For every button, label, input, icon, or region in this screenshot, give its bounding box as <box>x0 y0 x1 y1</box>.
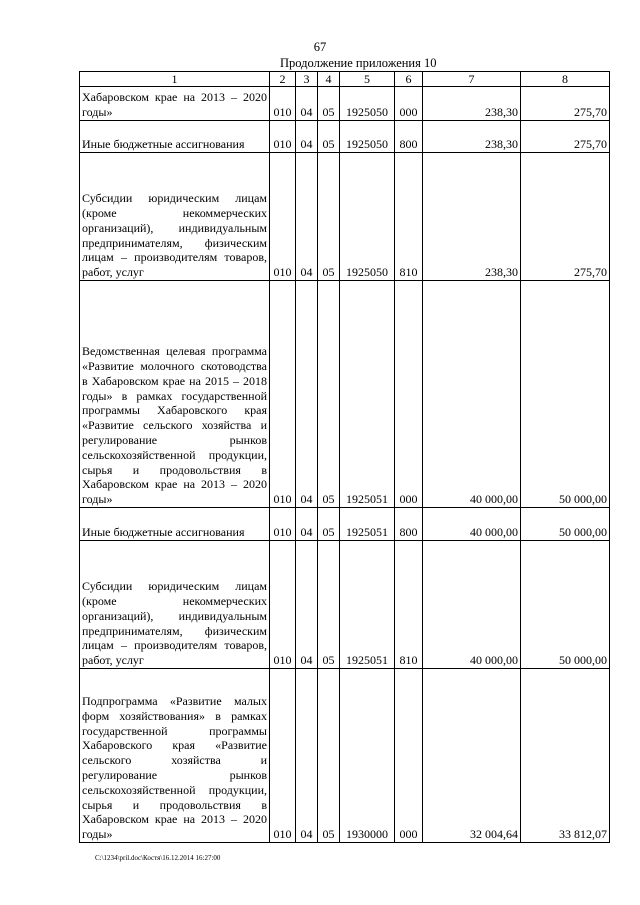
footer-file-path: C:\1234\pril.doc\Костя\16.12.2014 16:27:00 <box>95 854 221 862</box>
amount-col8: 275,70 <box>521 87 610 121</box>
table-row <box>80 153 610 281</box>
code-subsection: 05 <box>318 281 340 508</box>
code-section: 04 <box>296 281 318 508</box>
code-section: 04 <box>296 541 318 669</box>
code-target: 1925050 <box>340 153 395 281</box>
column-header: 2 <box>270 72 296 87</box>
amount-col8: 275,70 <box>521 121 610 153</box>
amount-col7: 238,30 <box>423 153 521 281</box>
continuation-title: Продолжение приложения 10 <box>280 56 437 70</box>
header-row <box>80 72 610 87</box>
amount-col7: 32 004,64 <box>423 669 521 843</box>
row-name: Иные бюджетные ассигнования <box>80 508 270 541</box>
code-expense-type: 000 <box>395 87 423 121</box>
code-admin: 010 <box>270 153 296 281</box>
amount-col8: 50 000,00 <box>521 541 610 669</box>
code-subsection: 05 <box>318 121 340 153</box>
code-subsection: 05 <box>318 669 340 843</box>
code-section: 04 <box>296 153 318 281</box>
code-expense-type: 810 <box>395 153 423 281</box>
code-admin: 010 <box>270 87 296 121</box>
amount-col8: 50 000,00 <box>521 508 610 541</box>
code-target: 1925051 <box>340 508 395 541</box>
code-expense-type: 810 <box>395 541 423 669</box>
code-expense-type: 800 <box>395 121 423 153</box>
column-header: 4 <box>318 72 340 87</box>
code-subsection: 05 <box>318 508 340 541</box>
code-subsection: 05 <box>318 153 340 281</box>
code-expense-type: 000 <box>395 669 423 843</box>
page-number: 67 <box>313 40 327 54</box>
code-target: 1925051 <box>340 541 395 669</box>
code-admin: 010 <box>270 121 296 153</box>
code-admin: 010 <box>270 508 296 541</box>
code-admin: 010 <box>270 669 296 843</box>
code-admin: 010 <box>270 281 296 508</box>
row-name: Иные бюджетные ассигнования <box>80 121 270 153</box>
column-header: 7 <box>423 72 521 87</box>
table-row <box>80 87 610 121</box>
code-section: 04 <box>296 87 318 121</box>
table-row <box>80 508 610 541</box>
amount-col8: 50 000,00 <box>521 281 610 508</box>
row-name: Хабаровском крае на 2013 – 2020 годы» <box>80 87 270 121</box>
column-header: 8 <box>521 72 610 87</box>
row-name: Ведомственная целевая программа «Развитие молочного скотоводства в Хабаровском крае на 2015 – 2018 годы» в рамках государственной программы Хабаровского края «Развитие сельского хозяйства и регулирование рынков сельскохозяйственной продукции, сырья и продовольствия в Хабаровском крае на 2013 – 2020 годы» <box>80 281 270 508</box>
code-section: 04 <box>296 669 318 843</box>
table-row <box>80 281 610 508</box>
amount-col7: 238,30 <box>423 121 521 153</box>
code-subsection: 05 <box>318 87 340 121</box>
row-name: Субсидии юридическим лицам (кроме некоммерческих организаций), индивидуальным предпринимателям, физическим лицам – производителям товаров, работ, услуг <box>80 541 270 669</box>
code-expense-type: 000 <box>395 281 423 508</box>
amount-col7: 40 000,00 <box>423 508 521 541</box>
budget-table <box>79 71 610 843</box>
table-row <box>80 669 610 843</box>
code-section: 04 <box>296 508 318 541</box>
code-expense-type: 800 <box>395 508 423 541</box>
code-target: 1925050 <box>340 87 395 121</box>
amount-col8: 33 812,07 <box>521 669 610 843</box>
code-target: 1925050 <box>340 121 395 153</box>
amount-col7: 40 000,00 <box>423 281 521 508</box>
code-admin: 010 <box>270 541 296 669</box>
code-subsection: 05 <box>318 541 340 669</box>
amount-col8: 275,70 <box>521 153 610 281</box>
table-row <box>80 541 610 669</box>
column-header: 6 <box>395 72 423 87</box>
column-header: 5 <box>340 72 395 87</box>
code-target: 1925051 <box>340 281 395 508</box>
column-header: 1 <box>80 72 270 87</box>
table-row <box>80 121 610 153</box>
row-name: Подпрограмма «Развитие малых форм хозяйствования» в рамках государственной программы Хабаровского края «Развитие сельского хозяйства и регулирование рынков сельскохозяйственной продукции, сырья и продовольствия в Хабаровском крае на 2013 – 2020 годы» <box>80 669 270 843</box>
code-target: 1930000 <box>340 669 395 843</box>
code-section: 04 <box>296 121 318 153</box>
amount-col7: 238,30 <box>423 87 521 121</box>
amount-col7: 40 000,00 <box>423 541 521 669</box>
column-header: 3 <box>296 72 318 87</box>
row-name: Субсидии юридическим лицам (кроме некоммерческих организаций), индивидуальным предпринимателям, физическим лицам – производителям товаров, работ, услуг <box>80 153 270 281</box>
